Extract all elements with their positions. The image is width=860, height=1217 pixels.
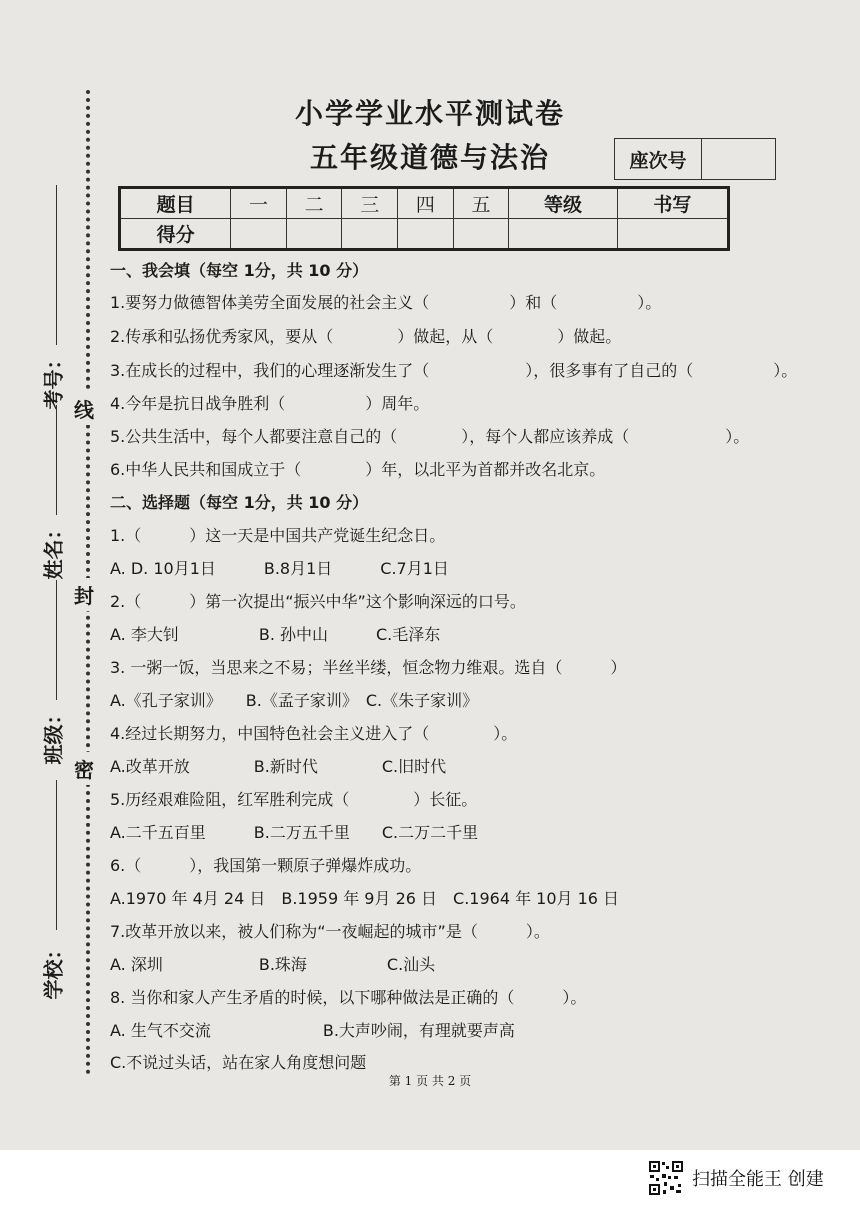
section1-heading: 一、我会填（每空 1分，共 10 分）: [110, 261, 369, 280]
section1-item: 6.中华人民共和国成立于（ ）年，以北平为首都并改名北京。: [110, 460, 606, 479]
section2-item: A. 深圳 B.珠海 C.汕头: [110, 955, 436, 974]
score-cell-header: 题目: [120, 188, 231, 219]
score-cell-header: 四: [398, 188, 454, 219]
score-cell-empty: [617, 219, 728, 250]
name-label: 姓名：: [41, 519, 66, 580]
section2-item: A.二千五百里 B.二万五千里 C.二万二千里: [110, 823, 479, 842]
section2-item: 2.（ ）第一次提出“振兴中华”这个影响深远的口号。: [110, 592, 526, 611]
section2-item: 6.（ ），我国第一颗原子弹爆炸成功。: [110, 856, 422, 875]
section2-item: C.不说过头话，站在家人角度想问题: [110, 1053, 367, 1072]
section2-item: A. D. 10月1日 B.8月1日 C.7月1日: [110, 559, 449, 578]
seat-number-box: [614, 138, 776, 180]
score-cell-header: 书写: [617, 188, 728, 219]
section1-item: 1.要努力做德智体美劳全面发展的社会主义（ ）和（ ）。: [110, 293, 662, 312]
score-cell-header: 等级: [509, 188, 617, 219]
name-line: [56, 405, 57, 515]
section1-item: 5.公共生活中，每个人都要注意自己的（ ），每个人都应该养成（ ）。: [110, 427, 750, 446]
section2-item: 1.（ ）这一天是中国共产党诞生纪念日。: [110, 526, 446, 545]
exam-no-label: 考号：: [41, 349, 66, 410]
school-label: 学校：: [41, 939, 66, 1000]
title-line2: 五年级道德与法治: [309, 141, 550, 174]
score-cell-empty: [342, 219, 398, 250]
section2-item: 5.历经艰难险阻，红军胜利完成（ ）长征。: [110, 790, 478, 809]
section2-item: 4.经过长期努力，中国特色社会主义进入了（ ）。: [110, 724, 518, 743]
watermark-text: 扫描全能王 创建: [692, 1169, 824, 1190]
section1-item: 4.今年是抗日战争胜利（ ）周年。: [110, 394, 430, 413]
section1-item: 2.传承和弘扬优秀家风，要从（ ）做起，从（ ）做起。: [110, 327, 622, 346]
score-cell-empty: [453, 219, 509, 250]
score-cell-header: 三: [342, 188, 398, 219]
page-number: 第 1 页 共 2 页: [388, 1074, 472, 1088]
exam-no-line: [56, 185, 57, 345]
score-cell-header: 二: [286, 188, 342, 219]
score-cell-header: 五: [453, 188, 509, 219]
score-cell-empty: [509, 219, 617, 250]
seal-char-seal: 封: [74, 578, 94, 611]
class-label: 班级：: [41, 704, 66, 765]
score-cell-empty: [398, 219, 454, 250]
score-table-score-row: [120, 219, 729, 250]
score-cell-empty: [286, 219, 342, 250]
section2-item: 3. 一粥一饭，当思来之不易；半丝半缕，恒念物力维艰。选自（ ）: [110, 658, 627, 677]
seat-number-label: 座次号: [615, 139, 702, 179]
section1-item: 3.在成长的过程中，我们的心理逐渐发生了（ ），很多事有了自己的（ ）。: [110, 361, 798, 380]
score-table-header-row: [120, 188, 729, 219]
scanner-watermark: [648, 1160, 824, 1196]
score-table: [118, 186, 730, 251]
class-line: [56, 580, 57, 700]
school-line: [56, 780, 57, 930]
score-cell-empty: [231, 219, 287, 250]
title-line1: 小学学业水平测试卷: [294, 97, 565, 130]
section2-item: 7.改革开放以来，被人们称为“一夜崛起的城市”是（ ）。: [110, 922, 550, 941]
score-cell-header: 一: [231, 188, 287, 219]
section2-item: A. 李大钊 B. 孙中山 C.毛泽东: [110, 625, 441, 644]
qr-code-icon: [648, 1160, 684, 1196]
seal-char-secret: 密: [74, 752, 94, 785]
section2-item: 8. 当你和家人产生矛盾的时候，以下哪种做法是正确的（ ）。: [110, 988, 587, 1007]
seal-char-line: 线: [74, 392, 94, 425]
section2-item: A.改革开放 B.新时代 C.旧时代: [110, 757, 447, 776]
section2-item: A. 生气不交流 B.大声吵闹，有理就要声高: [110, 1021, 515, 1040]
score-row-label: 得分: [120, 219, 231, 250]
seat-number-field: [702, 139, 775, 179]
section2-heading: 二、选择题（每空 1分，共 10 分）: [110, 493, 369, 512]
section2-item: A.1970 年 4月 24 日 B.1959 年 9月 26 日 C.1964 年 10月 16 日: [110, 889, 620, 908]
section2-item: A.《孔子家训》 B.《孟子家训》 C.《朱子家训》: [110, 691, 479, 710]
